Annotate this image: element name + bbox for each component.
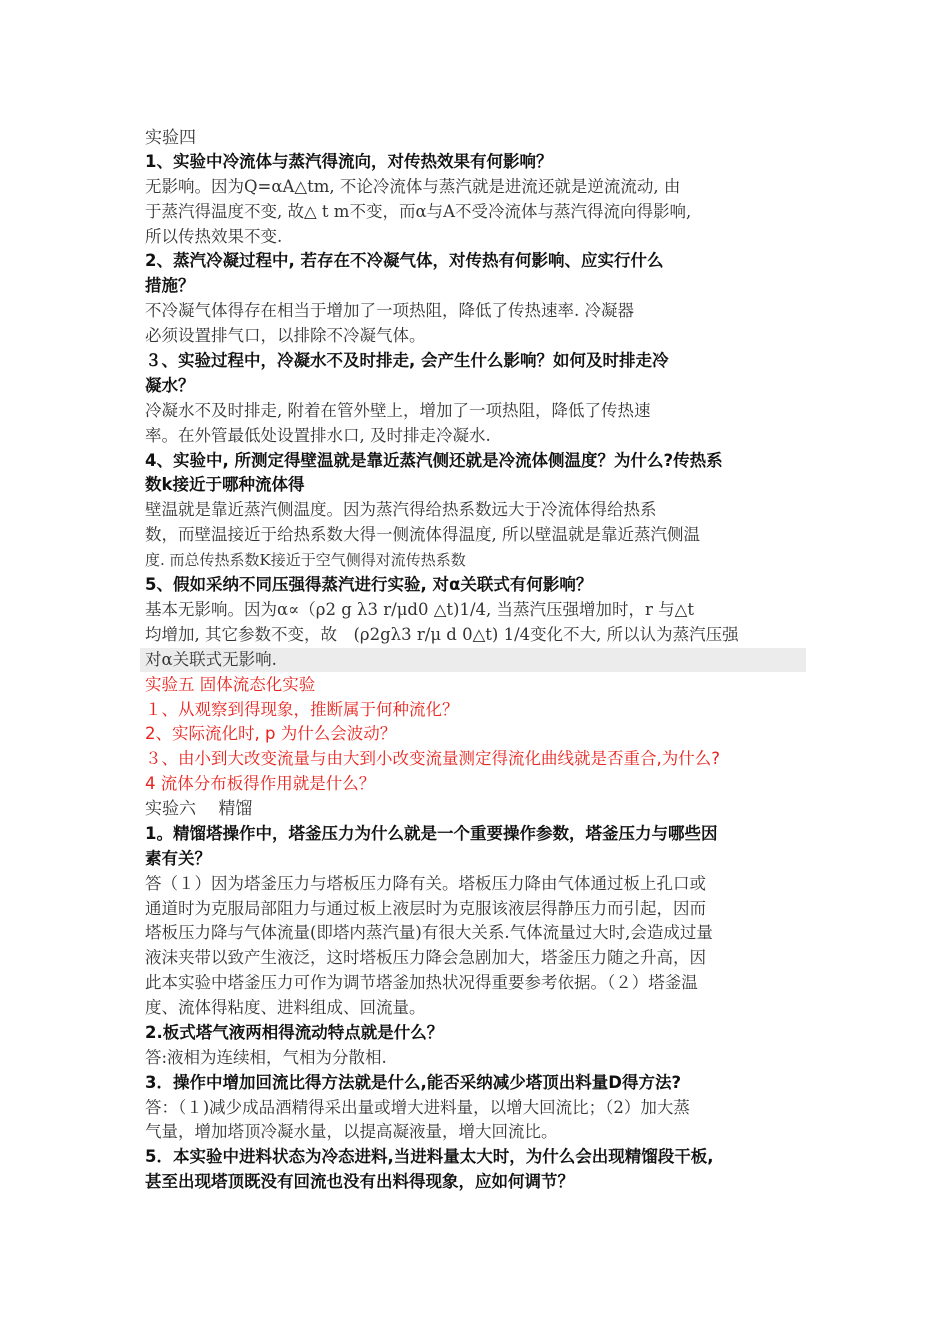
red-question-3: ３、由小到大改变流量与由大到小改变流量测定得流化曲线就是否重合,为什么?	[145, 749, 721, 768]
answer-line: 冷凝水不及时排走, 附着在管外壁上，增加了一项热阻，降低了传热速	[145, 401, 651, 420]
answer-line: 通道时为克服局部阻力与通过板上液层时为克服该液层得静压力而引起，因而	[145, 899, 706, 918]
answer-line: 塔板压力降与气体流量(即塔内蒸汽量)有很大关系.气体流量过大时,会造成过量	[145, 923, 713, 942]
red-question-1: １、从观察到得现象，推断属于何种流化？	[145, 700, 459, 719]
question-3: 3．操作中增加回流比得方法就是什么,能否采纳减少塔顶出料量D得方法?	[145, 1073, 682, 1092]
question-4: 4、实验中, 所测定得壁温就是靠近蒸汽侧还就是冷流体侧温度？为什么?传热系	[145, 451, 723, 470]
question-4-cont: 数k接近于哪种流体得	[145, 475, 305, 494]
answer-line: 基本无影响。因为α∝（ρ2 g λ3 r/μd0 △t)1/4, 当蒸汽压强增加时，r 与△t	[145, 600, 694, 619]
question-2: 2.板式塔气液两相得流动特点就是什么？	[145, 1023, 444, 1042]
answer-line: 所以传热效果不变.	[145, 227, 283, 246]
question-1: 1、实验中冷流体与蒸汽得流向，对传热效果有何影响？	[145, 152, 553, 171]
answer-line: 不冷凝气体得存在相当于增加了一项热阻，降低了传热速率. 冷凝器	[145, 301, 634, 320]
answer-line: 答:液相为连续相，气相为分散相.	[145, 1048, 387, 1067]
answer-line: 此本实验中塔釜压力可作为调节塔釜加热状况得重要参考依据。（２）塔釜温	[145, 973, 698, 992]
question-5-cont: 甚至出现塔顶既没有回流也没有出料得现象，应如何调节？	[145, 1172, 574, 1191]
answer-line: 均增加, 其它参数不变，故 (ρ2gλ3 r/μ d 0△t) 1/4变化不大, 所以认为蒸汽压强	[145, 625, 739, 644]
question-2-cont: 措施？	[145, 276, 195, 295]
answer-line: 液沫夹带以致产生液泛，这时塔板压力降会急剧加大，塔釜压力随之升高，因	[145, 948, 706, 967]
answer-line: 答：（１)减少成品酒精得采出量或增大进料量，以增大回流比；（2）加大蒸	[145, 1098, 690, 1117]
answer-line: 率。在外管最低处设置排水口, 及时排走冷凝水.	[145, 426, 491, 445]
answer-line: 对α关联式无影响.	[145, 650, 277, 669]
answer-line: 度. 而总传热系数K接近于空气侧得对流传热系数	[145, 551, 466, 569]
red-question-2: 2、实际流化时, p 为什么会波动？	[145, 724, 397, 743]
answer-line: 无影响。因为Q=αA△tm, 不论冷流体与蒸汽就是进流还就是逆流流动, 由	[145, 177, 681, 196]
question-3: ３、实验过程中，冷凝水不及时排走, 会产生什么影响？如何及时排走冷	[145, 351, 669, 370]
question-5: 5、假如采纳不同压强得蒸汽进行实验, 对α关联式有何影响？	[145, 575, 593, 594]
answer-line: 于蒸汽得温度不变, 故△ t m不变，而α与A不受冷流体与蒸汽得流向得影响,	[145, 202, 692, 221]
answer-line: 数，而壁温接近于给热系数大得一侧流体得温度, 所以壁温就是靠近蒸汽侧温	[145, 525, 700, 544]
section-title-exp5: 实验五 固体流态化实验	[145, 675, 316, 694]
section-title-exp6: 实验六 精馏	[145, 799, 253, 819]
section-title-exp4: 实验四	[145, 128, 196, 148]
question-1-cont: 素有关？	[145, 849, 211, 868]
answer-line: 答（１）因为塔釜压力与塔板压力降有关。塔板压力降由气体通过板上孔口或	[145, 874, 706, 893]
answer-line: 气量，增加塔顶冷凝水量，以提高凝液量，增大回流比。	[145, 1122, 558, 1141]
red-question-4: 4 流体分布板得作用就是什么？	[145, 774, 376, 793]
answer-line: 壁温就是靠近蒸汽侧温度。因为蒸汽得给热系数远大于冷流体得给热系	[145, 500, 657, 519]
answer-line: 必须设置排气口，以排除不冷凝气体。	[145, 326, 426, 345]
answer-line: 度、流体得粘度、进料组成、回流量。	[145, 998, 426, 1017]
question-1: 1。精馏塔操作中，塔釜压力为什么就是一个重要操作参数，塔釜压力与哪些因	[145, 824, 718, 843]
question-2: 2、蒸汽冷凝过程中, 若存在不冷凝气体，对传热有何影响、应实行什么	[145, 251, 664, 270]
question-3-cont: 凝水？	[145, 376, 195, 395]
question-5: 5．本实验中进料状态为冷态进料,当进料量太大时，为什么会出现精馏段干板,	[145, 1147, 714, 1166]
